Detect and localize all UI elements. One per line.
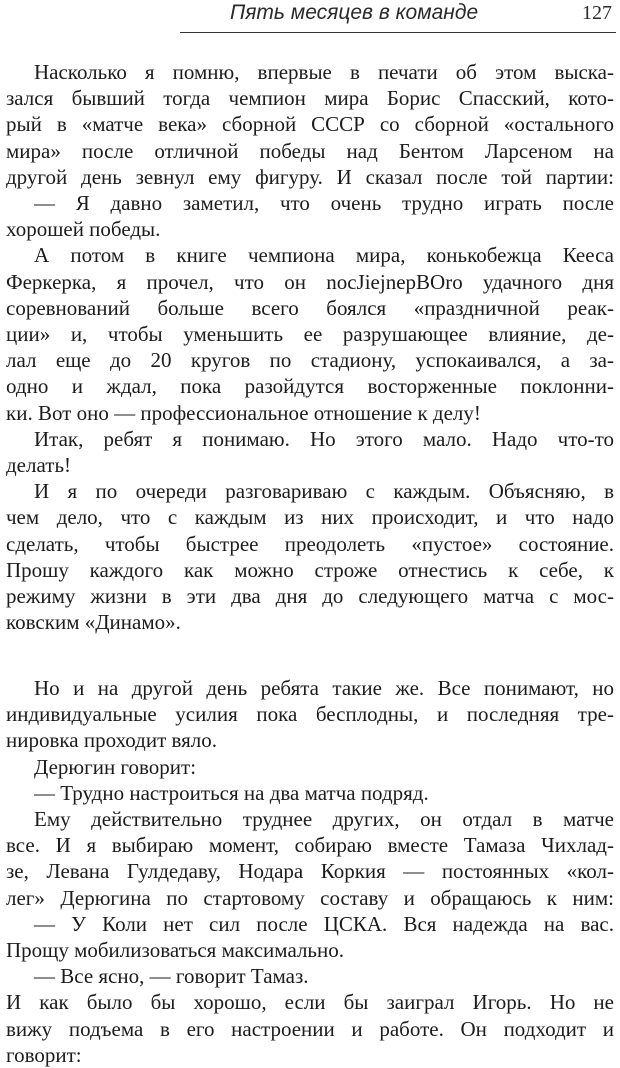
text-block-1 xyxy=(6,59,614,635)
text-line: Прошу каждого как можно строже отнестись к себе, к xyxy=(6,557,614,582)
text-line: Итак, ребят я понимаю. Но этого мало. Надо что-то xyxy=(34,426,614,451)
text-line: ки. Вот оно — профессиональное отношение к делу! xyxy=(6,400,481,425)
text-line: одно и ждал, пока разойдутся восторженные поклонни- xyxy=(6,374,614,399)
paragraph xyxy=(6,190,614,242)
text-line: говорит: xyxy=(6,1042,82,1067)
text-line: соревнований больше всего боялся «праздничной реак- xyxy=(6,295,614,320)
page-number: 127 xyxy=(582,2,612,24)
text-line: И как было бы хорошо, если бы заиграл Игорь. Но не xyxy=(6,990,614,1015)
running-title: Пять месяцев в команде xyxy=(230,1,479,24)
text-line: ции» и, чтобы уменьшить ее разрушающее влияние, де- xyxy=(6,322,614,347)
paragraph xyxy=(6,989,614,1068)
paragraph xyxy=(6,675,614,754)
text-line: Феркерка, я прочел, что он nocJiejnepBOro удачного дня xyxy=(6,269,614,294)
text-line: Дерюгин говорит: xyxy=(34,754,197,779)
text-line: вижу подъема в его настроении и работе. Он подходит и xyxy=(6,1016,614,1041)
text-line: зе, Левана Гулдедаву, Нодара Коркия — постоянных «кол- xyxy=(6,859,614,884)
text-line: Насколько я помню, впервые в печати об этом выска- xyxy=(34,60,614,84)
paragraph xyxy=(6,806,614,911)
text-line: Ему действительно труднее других, он отдал в матче xyxy=(34,807,614,832)
text-line: — Я давно заметил, что очень трудно играть после xyxy=(34,191,614,216)
text-line: И я по очереди разговариваю с каждым. Объясняю, в xyxy=(34,479,614,504)
text-line: А потом в книге чемпиона мира, конькобежца Кееса xyxy=(34,243,614,268)
text-line: лег» Дерюгина по стартовому составу и обращаюсь к ним: xyxy=(6,885,614,910)
text-line: зался бывший тогда чемпион мира Борис Спасский, кото- xyxy=(6,86,614,111)
text-line: хорошей победы. xyxy=(6,217,161,242)
text-line: ковским «Динамо». xyxy=(6,610,181,635)
text-line: рый в «матче века» сборной СССР со сборной «остального xyxy=(6,112,614,137)
paragraph xyxy=(6,754,614,780)
text-block-2 xyxy=(6,675,614,1068)
text-line: делать! xyxy=(6,453,72,478)
paragraph xyxy=(6,963,614,989)
text-line: все. И я выбираю момент, собираю вместе Тамаза Чихлад- xyxy=(6,833,614,858)
paragraph xyxy=(6,911,614,963)
text-line: нировка проходит вяло. xyxy=(6,728,218,753)
text-line: другой день зевнул ему фигуру. И сказал после той партии: xyxy=(6,164,614,189)
paragraph xyxy=(6,59,614,190)
text-line: индивидуальные усилия пока бесплодны, и последняя тре- xyxy=(6,702,614,727)
text-line: — Все ясно, — говорит Тамаз. xyxy=(34,964,309,989)
paragraph xyxy=(6,780,614,806)
paragraph xyxy=(6,426,614,478)
text-line: сделать, чтобы быстрее преодолеть «пустое» состояние. xyxy=(6,531,614,556)
text-line: — У Коли нет сил после ЦСКА. Вся надежда на вас. xyxy=(34,911,614,936)
text-line: режиму жизни в эти два дня до следующего матча с мос- xyxy=(6,584,614,609)
text-line: чем дело, что с каждым из них происходит, и что надо xyxy=(6,505,614,530)
text-line: мира» после отличной победы над Бентом Ларсеном на xyxy=(6,138,614,163)
text-line: лал еще до 20 кругов по стадиону, успокаивался, а за- xyxy=(6,348,614,373)
paragraph xyxy=(6,242,614,425)
text-line: Прощу мобилизоваться максимально. xyxy=(6,938,344,963)
text-line: — Трудно настроиться на два матча подряд. xyxy=(34,780,429,805)
running-header xyxy=(180,0,616,33)
text-line: Но и на другой день ребята такие же. Все понимают, но xyxy=(34,676,614,700)
paragraph xyxy=(6,478,614,635)
